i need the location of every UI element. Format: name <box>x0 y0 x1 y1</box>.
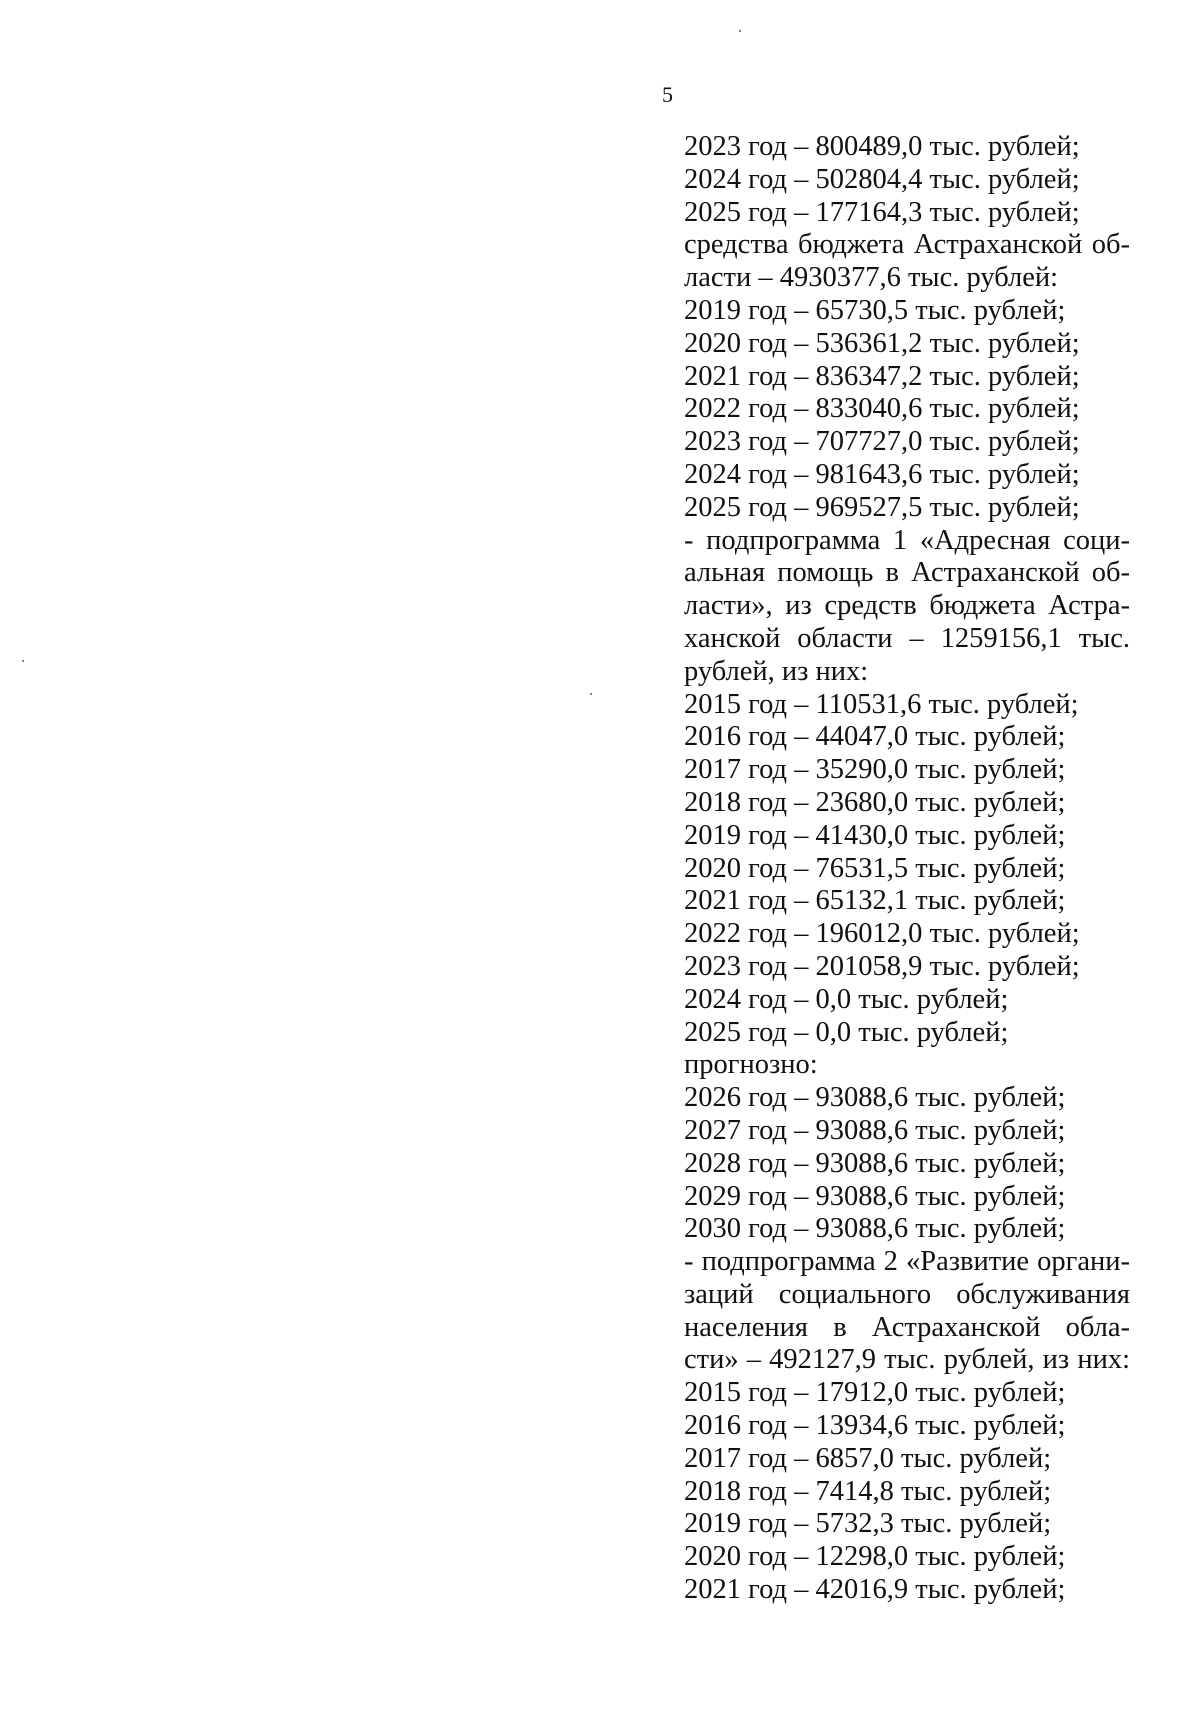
text-line: 2029 год – 93088,6 тыс. рублей; <box>684 1180 1066 1212</box>
text-line: 2020 год – 536361,2 тыс. рублей; <box>684 327 1080 359</box>
text-line: заций социального обслуживания <box>684 1278 1130 1310</box>
text-line: 2018 год – 7414,8 тыс. рублей; <box>684 1475 1052 1507</box>
text-line: 2021 год – 42016,9 тыс. рублей; <box>684 1574 1066 1606</box>
text-column <box>684 131 1130 1607</box>
text-line: 2021 год – 65132,1 тыс. рублей; <box>684 885 1066 917</box>
text-line: 2026 год – 93088,6 тыс. рублей; <box>684 1082 1066 1114</box>
text-line: ласти», из средств бюджета Астра- <box>684 590 1130 622</box>
text-line: 2016 год – 44047,0 тыс. рублей; <box>684 721 1066 753</box>
text-line: средства бюджета Астраханской об- <box>684 229 1130 261</box>
text-line: населения в Астраханской обла- <box>684 1311 1130 1343</box>
text-line: 2023 год – 201058,9 тыс. рублей; <box>684 950 1080 982</box>
text-line: 2028 год – 93088,6 тыс. рублей; <box>684 1147 1066 1179</box>
text-line: 2018 год – 23680,0 тыс. рублей; <box>684 786 1066 818</box>
text-line: 2020 год – 12298,0 тыс. рублей; <box>684 1541 1066 1573</box>
text-line: 2022 год – 833040,6 тыс. рублей; <box>684 393 1080 425</box>
scan-speck <box>22 660 24 662</box>
text-line: - подпрограмма 2 «Развитие органи- <box>684 1246 1130 1278</box>
scan-speck <box>739 30 741 32</box>
text-line: 2019 год – 5732,3 тыс. рублей; <box>684 1508 1052 1540</box>
text-line: 2025 год – 0,0 тыс. рублей; <box>684 1016 1009 1048</box>
text-line: 2024 год – 0,0 тыс. рублей; <box>684 983 1009 1015</box>
text-line: ласти – 4930377,6 тыс. рублей: <box>684 262 1059 294</box>
text-line: 2016 год – 13934,6 тыс. рублей; <box>684 1410 1066 1442</box>
text-line: 2021 год – 836347,2 тыс. рублей; <box>684 360 1080 392</box>
text-line: 2020 год – 76531,5 тыс. рублей; <box>684 852 1066 884</box>
text-line: 2023 год – 800489,0 тыс. рублей; <box>684 131 1080 162</box>
text-line: - подпрограмма 1 «Адресная соци- <box>684 524 1130 556</box>
text-line: 2017 год – 35290,0 тыс. рублей; <box>684 754 1066 786</box>
text-line: 2015 год – 110531,6 тыс. рублей; <box>684 688 1079 720</box>
text-line: 2030 год – 93088,6 тыс. рублей; <box>684 1213 1066 1245</box>
text-line: 2025 год – 969527,5 тыс. рублей; <box>684 491 1080 523</box>
text-line: ханской области – 1259156,1 тыс. <box>684 622 1130 654</box>
text-line: 2025 год – 177164,3 тыс. рублей; <box>684 196 1080 228</box>
text-line: рублей, из них: <box>684 655 869 687</box>
text-line: сти» – 492127,9 тыс. рублей, из них: <box>684 1344 1130 1376</box>
text-line: 2022 год – 196012,0 тыс. рублей; <box>684 918 1080 950</box>
page-number: 5 <box>662 82 673 107</box>
text-line: 2024 год – 502804,4 тыс. рублей; <box>684 163 1080 195</box>
text-line: 2024 год – 981643,6 тыс. рублей; <box>684 458 1080 490</box>
text-line: 2019 год – 65730,5 тыс. рублей; <box>684 294 1066 326</box>
text-line: прогнозно: <box>684 1049 818 1081</box>
scan-speck <box>590 693 592 695</box>
text-line: 2027 год – 93088,6 тыс. рублей; <box>684 1114 1066 1146</box>
text-line: 2017 год – 6857,0 тыс. рублей; <box>684 1442 1052 1474</box>
text-line: 2023 год – 707727,0 тыс. рублей; <box>684 426 1080 458</box>
text-line: 2019 год – 41430,0 тыс. рублей; <box>684 819 1066 851</box>
text-line: 2015 год – 17912,0 тыс. рублей; <box>684 1377 1066 1409</box>
text-line: альная помощь в Астраханской об- <box>684 557 1130 589</box>
